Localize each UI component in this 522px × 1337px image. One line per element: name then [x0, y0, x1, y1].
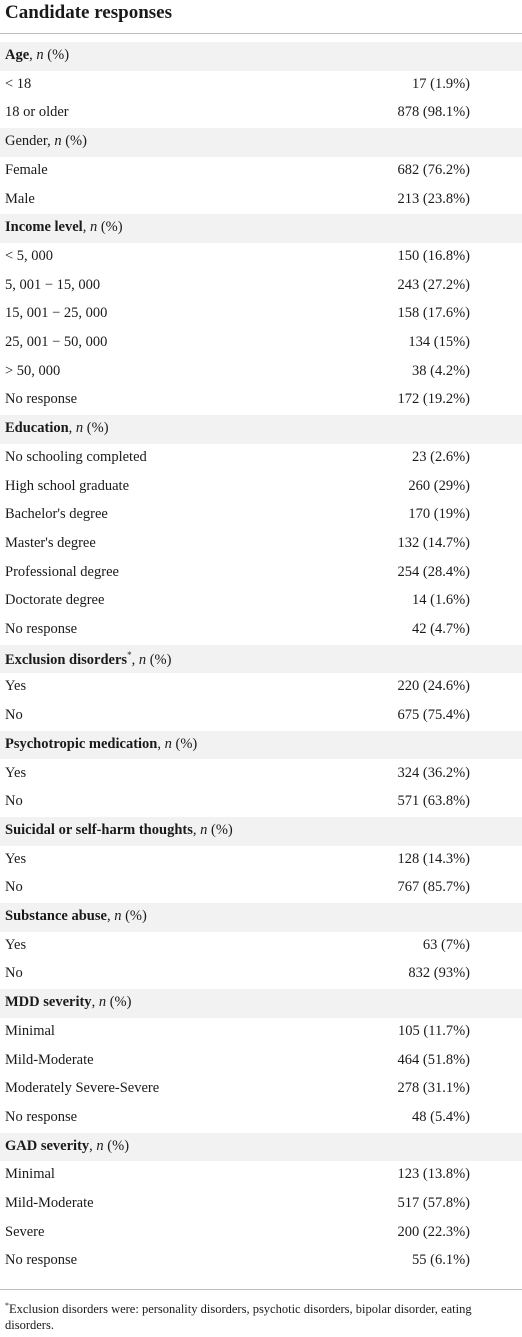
row-label: 18 or older — [5, 104, 69, 121]
table-row — [0, 616, 522, 645]
row-value: 38 (4.2%) — [412, 362, 470, 379]
title-divider — [0, 33, 522, 34]
row-label: Female — [5, 161, 48, 178]
row-value: 14 (1.6%) — [412, 592, 470, 609]
row-value: 200 (22.3%) — [397, 1223, 470, 1240]
row-label: Yes — [5, 936, 27, 953]
row-value: 464 (51.8%) — [397, 1051, 470, 1068]
row-value: 767 (85.7%) — [397, 879, 470, 896]
section-header-suffix: , n (%) — [68, 420, 109, 437]
row-label: Professional degree — [5, 563, 119, 580]
table-row — [0, 386, 522, 415]
table-row — [0, 1161, 522, 1190]
table-row — [0, 329, 522, 358]
row-value: 150 (16.8%) — [397, 247, 470, 264]
row-value: 878 (98.1%) — [397, 104, 470, 121]
row-value: 105 (11.7%) — [398, 1022, 470, 1039]
row-label: High school graduate — [5, 477, 130, 494]
row-label: Master's degree — [5, 534, 96, 551]
section-header-suicidal-or-self-harm-thoughts — [0, 817, 522, 846]
row-label: No — [5, 793, 23, 810]
section-header-title: Education — [5, 420, 69, 437]
row-value: 17 (1.9%) — [412, 75, 470, 92]
row-value: 571 (63.8%) — [397, 793, 470, 810]
section-header-title: Gender — [5, 133, 48, 150]
section-header-title: Psychotropic medication — [5, 735, 158, 752]
row-label: No response — [5, 1252, 78, 1269]
section-header-age — [0, 42, 522, 71]
row-label: No schooling completed — [5, 448, 147, 465]
row-label: Severe — [5, 1223, 45, 1240]
table-row — [0, 1018, 522, 1047]
section-header-label — [5, 1138, 129, 1155]
table-row — [0, 874, 522, 903]
row-value: 48 (5.4%) — [412, 1108, 470, 1125]
table-row — [0, 501, 522, 530]
row-label: No — [5, 879, 23, 896]
table-footnote — [5, 1298, 517, 1333]
row-value: 134 (15%) — [408, 334, 470, 350]
table-row — [0, 1104, 522, 1133]
section-header-label — [5, 994, 131, 1011]
table-row — [0, 932, 522, 961]
row-label: Mild-Moderate — [5, 1195, 94, 1211]
section-header-mdd-severity — [0, 989, 522, 1018]
row-label: > 50, 000 — [5, 362, 61, 379]
section-header-suffix: , n (%) — [82, 219, 123, 236]
row-value: 517 (57.8%) — [397, 1195, 470, 1211]
row-value: 682 (76.2%) — [397, 161, 470, 178]
table-row — [0, 760, 522, 789]
row-label: Mild-Moderate — [5, 1051, 94, 1068]
table-row — [0, 530, 522, 559]
table-row — [0, 99, 522, 128]
row-value: 42 (4.7%) — [412, 621, 470, 637]
row-value: 324 (36.2%) — [397, 764, 470, 781]
section-header-title: Age — [5, 47, 30, 63]
table-row — [0, 1247, 522, 1276]
table-row — [0, 300, 522, 329]
section-header-psychotropic-medication — [0, 731, 522, 760]
row-value: 260 (29%) — [408, 477, 470, 494]
section-header-label — [5, 822, 233, 839]
table-row — [0, 1219, 522, 1248]
section-header-suffix: , n (%) — [157, 735, 198, 752]
table-row — [0, 559, 522, 588]
row-label: No — [5, 965, 23, 982]
section-header-income-level — [0, 214, 522, 243]
section-header-education — [0, 415, 522, 444]
section-header-title: MDD severity — [5, 994, 92, 1011]
row-label: < 18 — [5, 75, 32, 92]
row-value: 132 (14.7%) — [397, 534, 470, 551]
footnote-marker: * — [5, 1301, 9, 1310]
row-value: 213 (23.8%) — [397, 190, 470, 207]
section-header-suffix: , n (%) — [192, 821, 233, 838]
footnote-reference-marker: * — [127, 649, 132, 660]
section-header-title: Suicidal or self-harm thoughts — [5, 821, 193, 838]
row-label: Male — [5, 190, 35, 207]
row-label: < 5, 000 — [5, 247, 54, 264]
row-value: 278 (31.1%) — [397, 1080, 470, 1097]
row-label: No — [5, 707, 23, 724]
row-value: 243 (27.2%) — [397, 276, 470, 293]
table-row — [0, 1075, 522, 1104]
section-header-title: Income level — [5, 219, 83, 236]
table-row — [0, 702, 522, 731]
section-header-title: Substance abuse — [5, 908, 107, 924]
section-header-label — [5, 133, 87, 150]
section-header-label — [5, 908, 147, 925]
row-label: No response — [5, 391, 78, 408]
table-row — [0, 157, 522, 186]
row-label: Bachelor's degree — [5, 506, 108, 523]
row-value: 832 (93%) — [408, 965, 470, 982]
row-label: Yes — [5, 678, 27, 695]
table-row — [0, 444, 522, 473]
table-row — [0, 243, 522, 272]
section-header-gad-severity — [0, 1133, 522, 1162]
row-value: 128 (14.3%) — [397, 850, 470, 867]
table-row — [0, 1190, 522, 1219]
table-row — [0, 272, 522, 301]
row-value: 254 (28.4%) — [397, 563, 470, 580]
row-value: 158 (17.6%) — [397, 305, 470, 322]
row-value: 55 (6.1%) — [412, 1252, 470, 1269]
section-header-title: Exclusion disorders — [5, 651, 128, 668]
row-value: 220 (24.6%) — [397, 678, 470, 695]
table-row — [0, 186, 522, 215]
row-label: Doctorate degree — [5, 592, 105, 609]
row-value: 675 (75.4%) — [397, 707, 470, 724]
row-label: 25, 001 − 50, 000 — [5, 334, 108, 350]
row-label: Minimal — [5, 1022, 55, 1039]
section-header-suffix: , n (%) — [89, 1137, 130, 1154]
section-header-label — [5, 420, 109, 437]
row-label: Yes — [5, 850, 27, 867]
table-row — [0, 788, 522, 817]
table-row — [0, 960, 522, 989]
section-header-label — [5, 736, 197, 753]
table-row — [0, 473, 522, 502]
section-header-title: GAD severity — [5, 1137, 90, 1154]
table-row — [0, 1047, 522, 1076]
section-header-label — [5, 650, 171, 669]
table-row — [0, 587, 522, 616]
footer-divider — [0, 1289, 522, 1290]
footnote-text: Exclusion disorders were: personality disorders, psychotic disorders, bipolar disorder, eating disorders. — [5, 1302, 472, 1333]
section-header-exclusion-disorders — [0, 645, 522, 674]
section-header-substance-abuse — [0, 903, 522, 932]
section-header-suffix: , n (%) — [106, 908, 147, 924]
section-header-suffix: , n (%) — [47, 133, 87, 150]
row-label: 5, 001 − 15, 000 — [5, 276, 101, 293]
row-label: Yes — [5, 764, 27, 781]
row-value: 23 (2.6%) — [412, 448, 470, 465]
table-title: Candidate responses — [5, 2, 172, 23]
table-row — [0, 673, 522, 702]
row-value: 172 (19.2%) — [397, 391, 470, 408]
row-label: Minimal — [5, 1166, 55, 1183]
row-label: Moderately Severe-Severe — [5, 1080, 160, 1097]
table-row — [0, 846, 522, 875]
section-header-label — [5, 47, 69, 64]
row-label: No response — [5, 1108, 78, 1125]
section-header-label — [5, 219, 123, 236]
section-header-suffix: , n (%) — [91, 994, 132, 1011]
table-row — [0, 358, 522, 387]
row-value: 63 (7%) — [422, 936, 470, 953]
row-value: 170 (19%) — [408, 506, 470, 523]
section-header-gender — [0, 128, 522, 157]
row-value: 123 (13.8%) — [397, 1166, 470, 1183]
section-header-suffix: , n (%) — [131, 651, 172, 668]
row-label: 15, 001 − 25, 000 — [5, 305, 108, 322]
row-label: No response — [5, 621, 78, 637]
section-header-suffix: , n (%) — [29, 47, 70, 63]
table-row — [0, 71, 522, 100]
